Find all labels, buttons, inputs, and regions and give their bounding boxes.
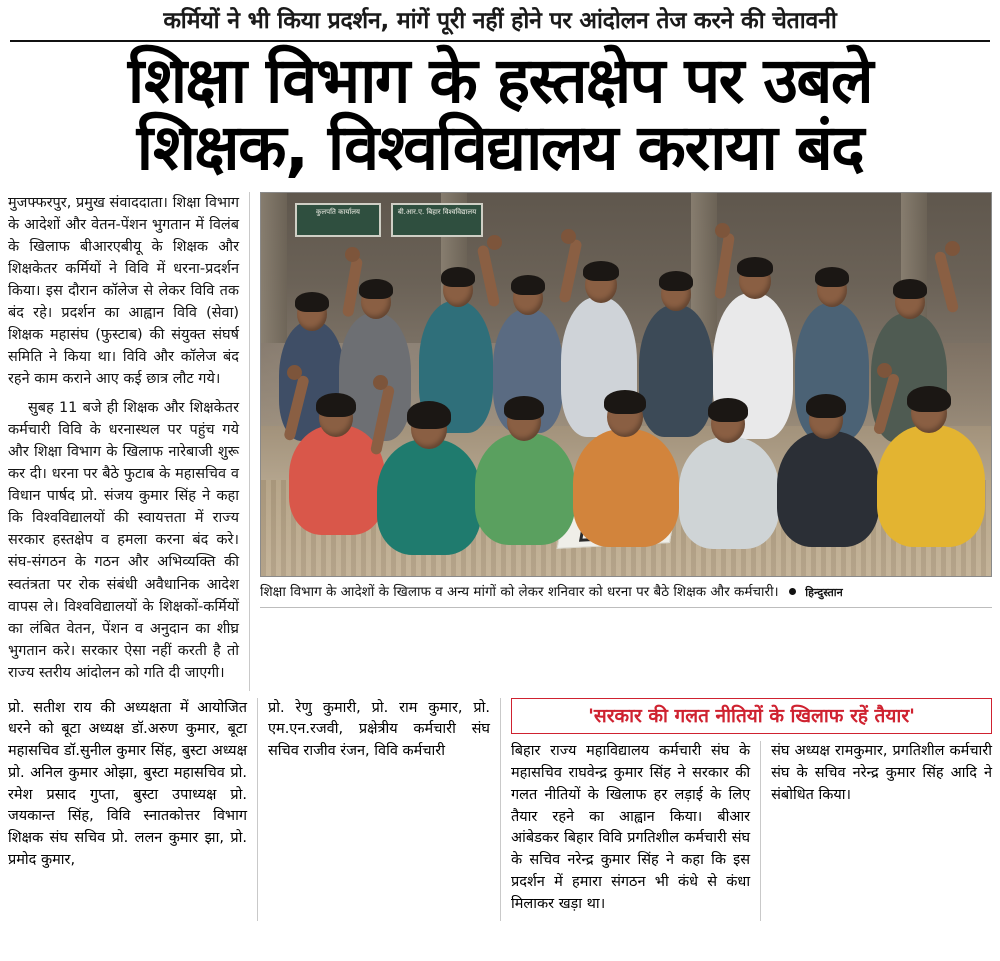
article-kicker: कर्मियों ने भी किया प्रदर्शन, मांगें पूरी नहीं होने पर आंदोलन तेज करने की चेतावनी (163, 8, 837, 34)
paragraph-2: सुबह 11 बजे ही शिक्षक और शिक्षकेतर कर्मचारी विवि के धरनास्थल पर पहुंच गये और शिक्षा विभाग के खिलाफ नारेबाजी शुरू कर दी। धरना पर बैठे फुटाब के महासचिव व विधान पार्षद प्रो. संजय कुमार सिंह ने कहा कि विश्वविद्यालयों की स्वायत्तता में राज्य सरकार हस्तक्षेप व हमला करना बंद करे। संघ-संगठन के गठन और अभिव्यक्ति की स्वतंत्रता पर रोक संबंधी अवैधानिक आदेश वापस ले। विश्वविद्यालयों के शिक्षकों-कर्मियों का लंबित वेतन, पेंशन व अनुदान का शीघ्र भुगतान करे। सरकार ऐसा नहीं करती है तो राज्य स्तरीय आंदोलन को गति दी जाएगी। (8, 400, 239, 681)
headline-line-2: शिक्षक, विश्वविद्यालय कराया बंद (136, 111, 864, 185)
article-photo (260, 192, 992, 577)
lower-column-2 (258, 698, 501, 922)
photo-scene (261, 193, 991, 576)
quote-box (511, 698, 992, 735)
kicker-divider (10, 40, 990, 42)
column-right-top (250, 192, 992, 608)
quote-box-title: 'सरकार की गलत नीतियों के खिलाफ रहें तैयार' (588, 704, 915, 727)
article-body-lower (8, 698, 992, 922)
headline-line-1: शिक्षा विभाग के हस्तक्षेप पर उबले (127, 44, 873, 118)
paragraph-3: प्रो. सतीश राय की अध्यक्षता में आयोजित धरने को बूटा अध्यक्ष डॉ.अरुण कुमार, बूटा महासचिव डॉ.सुनील कुमार सिंह, बुस्टा अध्यक्ष प्रो. अनिल कुमार ओझा, बुस्टा महासचिव प्रो. रमेश प्रसाद गुप्ता, बुस्टा उपाध्यक्ष प्रो. जयकान्त सिंह, विवि स्नातकोत्तर विभाग शिक्षक संघ सचिव प्रो. ललन कुमार झा, प्रो. प्रमोद कुमार, (8, 699, 247, 868)
quote-box-body-columns (511, 741, 992, 921)
paragraph-4: प्रो. रेणु कुमारी, प्रो. राम कुमार, प्रो. एम.एन.रजवी, प्रक्षेत्रीय कर्मचारी संघ सचिव राजीव रंजन, विवि कर्मचारी (268, 699, 490, 760)
photo-credit: हिन्दुस्तान (805, 585, 843, 599)
photo-caption-text: शिक्षा विभाग के आदेशों के खिलाफ व अन्य मांगों को लेकर शनिवार को धरना पर बैठे शिक्षक और कर्मचारी। (260, 583, 779, 600)
article-body-top (8, 192, 992, 691)
signboard-right: बी.आर.ए. बिहार विश्वविद्यालय (391, 203, 483, 237)
column-left-top (8, 192, 250, 691)
photo-caption (260, 577, 992, 608)
quote-box-body: बिहार राज्य महाविद्यालय कर्मचारी संघ के महासचिव राघवेन्द्र कुमार सिंह ने सरकार की गलत नीतियों के खिलाफ हर लड़ाई के लिए तैयार रहने का आह्वान किया। बीआर आंबेडकर बिहार विवि प्रगतिशील कर्मचारी संघ के सचिव नरेन्द्र कुमार सिंह ने कहा कि इस प्रदर्शन में हमारा संगठन भी कंधे से कंधा मिलाकर खड़ा था। (511, 743, 751, 912)
paragraph-5: संघ अध्यक्ष रामकुमार, प्रगतिशील कर्मचारी संघ के सचिव नरेन्द्र कुमार सिंह आदि ने संबोधित किया। (771, 743, 992, 803)
dateline-paragraph: मुजफ्फरपुर, प्रमुख संवाददाता। शिक्षा विभाग के आदेशों और वेतन-पेंशन भुगतान में विलंब के खिलाफ बीआरएबीयू के शिक्षक और शिक्षकेतर कर्मियों ने विवि में धरना-प्रदर्शन किया। इस दौरान कॉलेज से लेकर विवि तक बंद रहे। प्रदर्शन का आह्वान विवि (सेवा) शिक्षक महासंघ (फुस्टाब) की संयुक्त संघर्ष समिति ने किया था। विवि और कॉलेज बंद रहने काम कराने आए कई छात्र लौट गये। (8, 194, 239, 388)
quote-body-right (761, 741, 992, 921)
lower-column-1 (8, 698, 258, 922)
page-title (8, 44, 992, 185)
signboard-left: कुलपति कार्यालय (295, 203, 381, 237)
lower-column-3 (501, 698, 992, 922)
bullet-icon (789, 588, 796, 595)
quote-body-left (511, 741, 761, 921)
